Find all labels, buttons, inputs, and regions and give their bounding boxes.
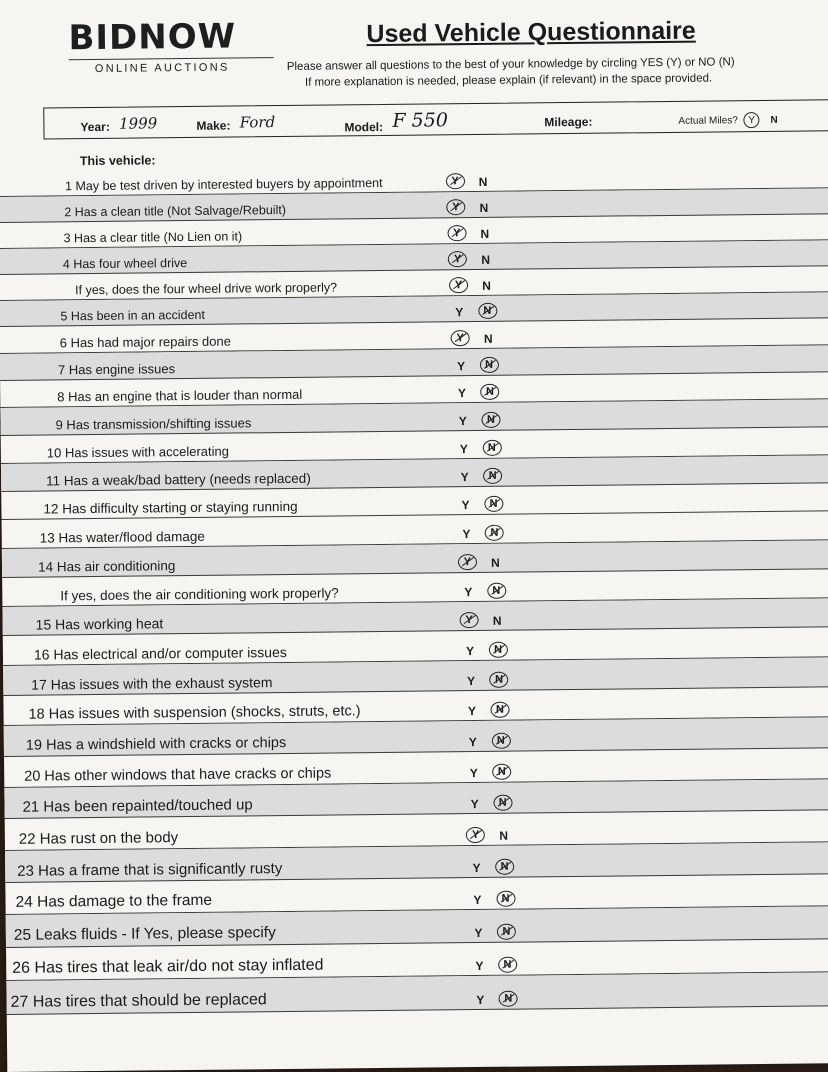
question-text: 18 Has issues with suspension (shocks, struts, etc.): [28, 703, 360, 722]
yes-option-circled[interactable]: Y: [455, 554, 479, 570]
yes-option[interactable]: Y: [447, 305, 471, 319]
yes-option-circled[interactable]: Y: [445, 225, 469, 241]
yes-option[interactable]: Y: [449, 359, 473, 373]
question-text: 4 Has four wheel drive: [63, 256, 188, 271]
make-value: Ford: [240, 113, 276, 131]
model-field[interactable]: [344, 113, 448, 136]
question-text: 6 Has had major repairs done: [60, 334, 231, 351]
yes-option[interactable]: Y: [465, 861, 489, 875]
yes-option[interactable]: Y: [456, 585, 480, 599]
yes-option[interactable]: Y: [452, 442, 476, 456]
yes-option-circled[interactable]: Y: [444, 199, 468, 215]
no-option-circled[interactable]: N: [481, 496, 505, 512]
year-label: Year:: [80, 120, 110, 134]
no-option-circled[interactable]: N: [491, 795, 515, 811]
question-text: 1 May be test driven by interested buyers by appointment: [65, 176, 383, 193]
make-label: Make:: [196, 119, 230, 133]
question-text: 25 Leaks fluids - If Yes, please specify: [14, 924, 276, 945]
no-option[interactable]: N: [473, 227, 497, 241]
no-option-circled[interactable]: N: [475, 303, 499, 319]
no-option-circled[interactable]: N: [489, 733, 513, 749]
question-text: 15 Has working heat: [36, 615, 164, 632]
yes-option-circled[interactable]: Y: [446, 251, 470, 267]
question-text: 13 Has water/flood damage: [40, 529, 205, 546]
question-text: 12 Has difficulty starting or staying running: [43, 499, 297, 517]
question-text: 9 Has transmission/shifting issues: [55, 415, 251, 432]
yes-option[interactable]: Y: [468, 993, 492, 1007]
year-value: 1999: [119, 114, 157, 132]
actual-miles-field[interactable]: [678, 112, 777, 129]
question-text: 20 Has other windows that have cracks or chips: [24, 766, 331, 785]
no-option-circled[interactable]: N: [495, 957, 519, 973]
year-field[interactable]: [80, 116, 157, 135]
no-option-circled[interactable]: N: [488, 702, 512, 718]
no-option-circled[interactable]: N: [486, 642, 510, 658]
no-option[interactable]: N: [492, 829, 516, 843]
instructions-line-2: If more explanation is needed, please explain (if relevant) in the space provided.: [287, 69, 817, 91]
question-text: 17 Has issues with the exhaust system: [31, 674, 272, 693]
no-option[interactable]: N: [483, 556, 507, 570]
yes-option[interactable]: Y: [465, 893, 489, 907]
question-list: [0, 163, 828, 1015]
yes-option[interactable]: Y: [463, 797, 487, 811]
mileage-field[interactable]: [544, 112, 598, 131]
no-option[interactable]: N: [474, 253, 498, 267]
yes-option-circled[interactable]: Y: [464, 827, 488, 843]
actual-miles-yes-circled[interactable]: Y: [744, 112, 760, 128]
yes-option[interactable]: Y: [451, 414, 475, 428]
no-option-circled[interactable]: N: [477, 357, 501, 373]
model-value: F 550: [392, 109, 448, 132]
no-option-circled[interactable]: N: [479, 412, 503, 428]
yes-option-circled[interactable]: Y: [448, 330, 472, 346]
yes-option[interactable]: Y: [454, 498, 478, 512]
no-option[interactable]: N: [471, 175, 495, 189]
question-text: 19 Has a windshield with cracks or chips: [26, 735, 286, 754]
question-text: 16 Has electrical and/or computer issues: [34, 644, 287, 663]
make-field[interactable]: [196, 115, 275, 134]
brand-name: BIDNOW: [68, 19, 273, 55]
no-option[interactable]: N: [474, 279, 498, 293]
no-option-circled[interactable]: N: [480, 440, 504, 456]
bidnow-logo: [68, 19, 274, 75]
yes-option[interactable]: Y: [453, 470, 477, 484]
no-option-circled[interactable]: N: [487, 672, 511, 688]
yes-option[interactable]: Y: [461, 735, 485, 749]
yes-option[interactable]: Y: [459, 674, 483, 688]
no-option[interactable]: N: [476, 332, 500, 346]
mileage-label: Mileage:: [544, 115, 592, 130]
no-option-circled[interactable]: N: [492, 859, 516, 875]
yes-option-circled[interactable]: Y: [443, 173, 467, 189]
yes-option[interactable]: Y: [462, 766, 486, 780]
question-text: If yes, does the four wheel drive work properly?: [75, 280, 337, 297]
model-label: Model:: [344, 120, 383, 134]
instructions-line-1: Please answer all questions to the best of your knowledge by circling YES (Y) or NO (N): [287, 53, 817, 75]
no-option-circled[interactable]: N: [494, 924, 518, 940]
question-text: 23 Has a frame that is significantly rusty: [17, 860, 282, 880]
no-option-circled[interactable]: N: [478, 384, 502, 400]
section-label: This vehicle:: [80, 153, 156, 168]
no-option-circled[interactable]: N: [484, 583, 508, 599]
question-text: 2 Has a clean title (Not Salvage/Rebuilt): [64, 203, 286, 219]
question-text: 26 Has tires that leak air/do not stay inflated: [12, 957, 323, 978]
yes-option-circled[interactable]: Y: [457, 612, 481, 628]
no-option-circled[interactable]: N: [490, 764, 514, 780]
question-text: 3 Has a clear title (No Lien on it): [64, 229, 243, 245]
yes-option-circled[interactable]: Y: [446, 277, 470, 293]
yes-option[interactable]: Y: [458, 644, 482, 658]
question-text: 24 Has damage to the frame: [15, 892, 212, 912]
yes-option[interactable]: Y: [460, 704, 484, 718]
question-text: 7 Has engine issues: [58, 361, 175, 377]
question-text: 10 Has issues with accelerating: [47, 444, 229, 461]
no-option[interactable]: N: [485, 614, 509, 628]
question-text: If yes, does the air conditioning work properly?: [60, 585, 339, 603]
question-text: 21 Has been repainted/touched up: [22, 796, 252, 815]
page-title: Used Vehicle Questionnaire: [366, 17, 696, 49]
yes-option[interactable]: Y: [466, 926, 490, 940]
no-option-circled[interactable]: N: [481, 468, 505, 484]
no-option[interactable]: N: [472, 201, 496, 215]
question-text: 8 Has an engine that is louder than normal: [57, 387, 302, 405]
brand-tagline: ONLINE AUCTIONS: [69, 61, 274, 75]
question-text: 27 Has tires that should be replaced: [10, 991, 266, 1012]
no-option-circled[interactable]: N: [496, 991, 520, 1007]
vehicle-info-box: [43, 99, 828, 139]
no-option-circled[interactable]: N: [493, 891, 517, 907]
instructions: [287, 53, 817, 91]
yes-option[interactable]: Y: [450, 386, 474, 400]
question-text: 11 Has a weak/bad battery (needs replaced): [46, 471, 311, 489]
question-text: 5 Has been in an accident: [60, 308, 205, 324]
yes-option[interactable]: Y: [467, 959, 491, 973]
no-option-circled[interactable]: N: [482, 525, 506, 541]
actual-miles-no[interactable]: N: [770, 115, 777, 126]
question-text: 22 Has rust on the body: [19, 829, 178, 848]
question-text: 14 Has air conditioning: [38, 558, 175, 574]
yes-option[interactable]: Y: [454, 527, 478, 541]
actual-miles-label: Actual Miles?: [678, 115, 738, 127]
